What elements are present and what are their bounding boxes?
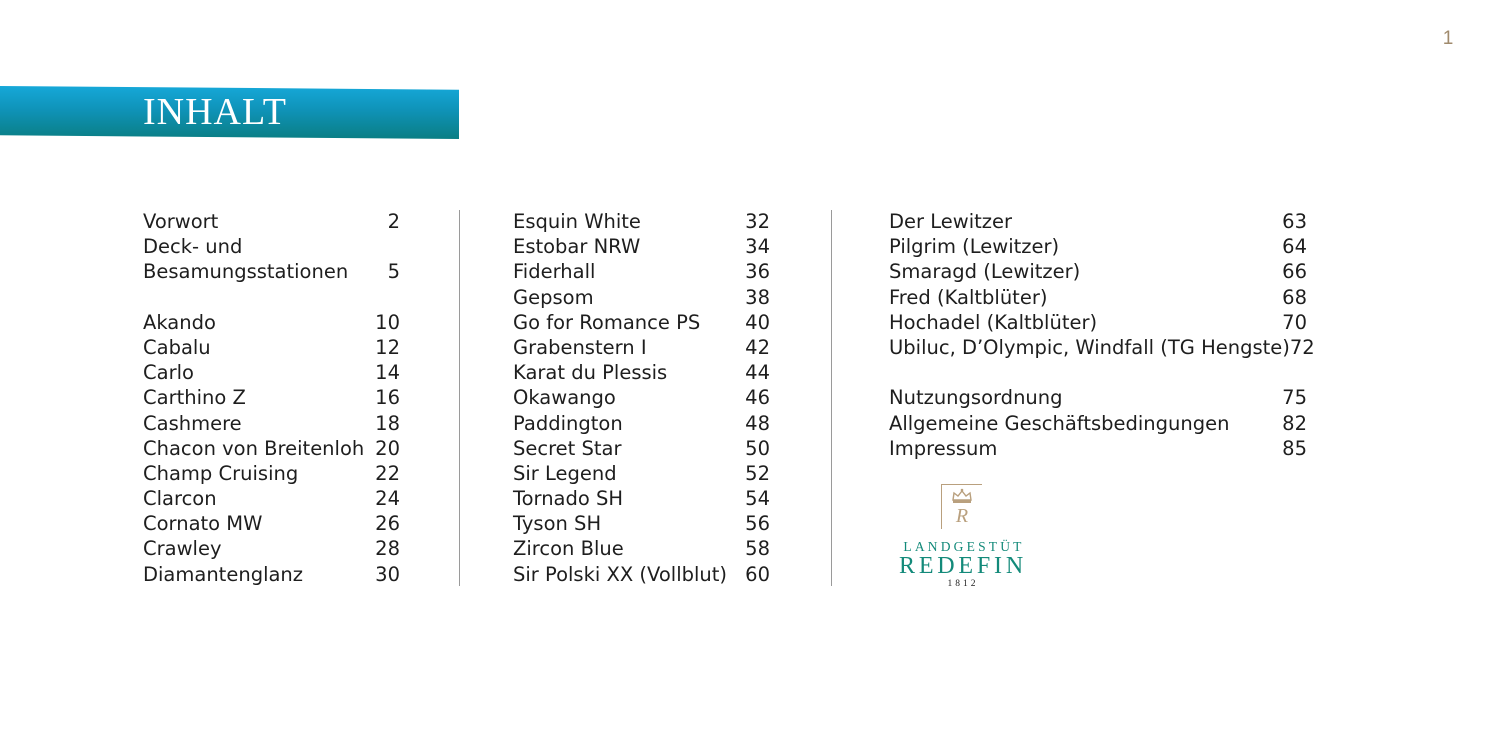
toc-entry[interactable] [513,209,770,234]
toc-entry[interactable] [889,335,1315,360]
toc-entry-page-number: 2 [387,210,400,233]
toc-entry-label: Okawango [513,386,616,410]
toc-entry-label: Nutzungsordnung [889,386,1063,410]
toc-entry-label: Crawley [143,537,222,561]
toc-entry-label: Cornato MW [143,512,263,536]
toc-entry-label: Tyson SH [513,512,602,536]
toc-column-2 [513,209,770,587]
toc-entry-page-number: 52 [745,461,770,485]
toc-entry[interactable] [143,360,400,385]
page-title: INHALT [143,91,287,133]
toc-entry-page-number: 14 [375,361,400,385]
crown-monogram-icon [944,486,980,526]
toc-entry[interactable] [889,209,1307,234]
toc-entry[interactable] [513,259,770,284]
toc-entry-label: Chacon von Breitenloh [143,436,365,460]
toc-entry-page-number: 16 [375,386,400,410]
toc-spacer [889,360,1307,385]
toc-entry-page-number: 56 [745,512,770,536]
toc-entry-label: Zircon Blue [513,537,624,561]
toc-entry[interactable] [513,285,770,310]
toc-entry-page-number: 70 [1282,310,1307,334]
toc-entry[interactable] [889,234,1307,259]
landgestuet-redefin-logo [889,482,1037,594]
toc-entry[interactable] [143,486,400,511]
toc-spacer [143,285,400,310]
toc-entry-label: Fiderhall [513,260,596,284]
toc-entry-label: Smaragd (Lewitzer) [889,260,1081,284]
toc-entry-page-number: 30 [375,562,400,586]
toc-entry-page-number: 66 [1282,260,1307,284]
toc-entry-page-number: 75 [1282,386,1307,410]
toc-entry-page-number: 32 [745,210,770,233]
toc-entry-label: Gepsom [513,285,594,309]
toc-entry[interactable] [513,360,770,385]
toc-entry-label: Vorwort [143,210,219,233]
toc-entry-label: Impressum [889,436,998,460]
logo-line-2: REDEFIN [899,553,1027,579]
toc-entry-label: Ubiluc, D’Olympic, Windfall (TG Hengste) [889,335,1290,359]
toc-column-1 [143,209,400,587]
toc-entry-label: Karat du Plessis [513,361,668,385]
toc-entry-label: Carlo [143,361,194,385]
toc-entry-page-number: 58 [745,537,770,561]
toc-entry-label: Grabenstern I [513,335,647,359]
toc-entry[interactable] [143,335,400,360]
toc-entry[interactable] [143,511,400,536]
toc-entry[interactable] [513,234,770,259]
toc-entry-page-number: 10 [375,310,400,334]
toc-entry-page-number: 18 [375,411,400,435]
toc-entry-label: Sir Polski XX (Vollblut) [513,562,728,586]
toc-entry-page-number: 28 [375,537,400,561]
toc-entry-label: Deck- und [143,235,243,259]
toc-entry-page-number: 85 [1282,436,1307,460]
toc-entry[interactable] [143,436,400,461]
logo-line-1: LANDGESTÜT [903,539,1025,554]
toc-entry-page-number: 63 [1282,210,1307,233]
toc-entry[interactable] [143,385,400,410]
toc-entry-page-number: 64 [1282,235,1307,259]
toc-entry-label: Akando [143,310,216,334]
toc-entry-page-number: 34 [745,235,770,259]
toc-entry-page-number: 44 [745,361,770,385]
page-number: 1 [1442,28,1454,49]
toc-entry-label: Sir Legend [513,461,617,485]
toc-entry[interactable] [889,411,1307,436]
toc-entry[interactable] [513,486,770,511]
toc-entry-label: Carthino Z [143,386,246,410]
toc-entry-label: Esquin White [513,210,641,233]
toc-entry-label: Besamungsstationen [143,260,349,284]
toc-entry[interactable] [143,259,400,284]
column-divider [831,210,832,586]
toc-entry-page-number: 26 [375,512,400,536]
toc-entry-label: Diamantenglanz [143,562,304,586]
toc-entry[interactable] [513,536,770,561]
toc-entry-page-number: 48 [745,411,770,435]
toc-entry[interactable] [143,562,400,587]
toc-entry[interactable] [889,310,1307,335]
toc-entry-label: Clarcon [143,487,217,511]
toc-entry-label: Cashmere [143,411,242,435]
toc-entry-page-number: 82 [1282,411,1307,435]
toc-entry-page-number: 5 [387,260,400,284]
toc-entry-label: Hochadel (Kaltblüter) [889,310,1098,334]
toc-entry[interactable] [513,436,770,461]
toc-entry-page-number: 36 [745,260,770,284]
toc-entry-page-number: 68 [1282,285,1307,309]
toc-entry-page-number: 22 [375,461,400,485]
toc-entry[interactable] [889,285,1307,310]
toc-entry-page-number: 72 [1289,335,1315,359]
toc-entry-label: Fred (Kaltblüter) [889,285,1048,309]
toc-entry[interactable] [889,385,1307,410]
toc-entry-page-number: 46 [745,386,770,410]
toc-entry[interactable] [143,461,400,486]
toc-entry[interactable] [889,259,1307,284]
toc-entry[interactable] [143,536,400,561]
toc-column-3 [889,209,1315,461]
toc-entry[interactable] [143,411,400,436]
toc-entry-page-number: 24 [375,487,400,511]
toc-entry[interactable] [513,511,770,536]
toc-entry-page-number: 42 [745,335,770,359]
toc-entry-page-number: 20 [375,436,400,460]
column-divider [459,210,460,586]
toc-entry[interactable] [513,310,770,335]
toc-entry-label: Go for Romance PS [513,310,701,334]
toc-entry-page-number: 54 [745,487,770,511]
toc-entry-page-number: 50 [745,436,770,460]
toc-entry[interactable] [513,385,770,410]
toc-entry-label: Tornado SH [513,487,624,511]
toc-entry-label: Allgemeine Geschäftsbedingungen [889,411,1230,435]
toc-entry-label: Cabalu [143,335,211,359]
toc-entry[interactable] [143,209,400,234]
toc-entry-label: Champ Cruising [143,461,299,485]
toc-entry-page-number: 60 [745,562,770,586]
toc-entry-label: Estobar NRW [513,235,641,259]
toc-entry-page-number: 40 [745,310,770,334]
toc-entry-page-number: 12 [375,335,400,359]
toc-entry-label: Der Lewitzer [889,210,1013,233]
logo-year: 1812 [947,579,979,589]
toc-entry-page-number: 38 [745,285,770,309]
toc-entry[interactable] [889,436,1307,461]
toc-entry-label: Pilgrim (Lewitzer) [889,235,1060,259]
toc-entry[interactable] [513,335,770,360]
toc-entry-label: Secret Star [513,436,622,460]
toc-entry-label: Paddington [513,411,623,435]
svg-text:R: R [955,505,969,526]
toc-entry[interactable] [513,411,770,436]
toc-entry[interactable] [513,562,770,587]
toc-entry[interactable] [143,310,400,335]
toc-entry[interactable] [513,461,770,486]
toc-entry[interactable] [143,234,400,259]
